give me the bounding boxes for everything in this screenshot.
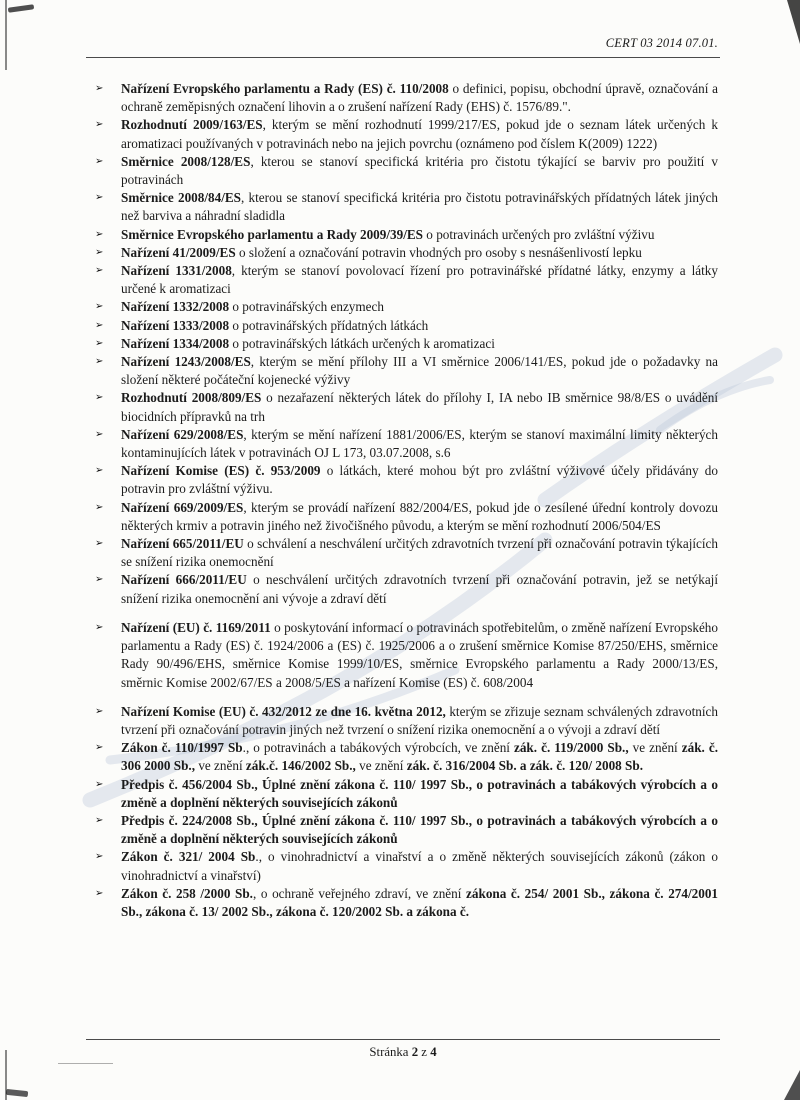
text-segment: Rozhodnutí 2009/163/ES	[121, 117, 263, 133]
bullet-arrow-icon: ➢	[95, 428, 104, 440]
scan-artifact-footer-line	[58, 1063, 113, 1064]
text-segment: Nařízení Evropského parlamentu a Rady (ES) č. 110/2008	[121, 81, 449, 96]
text-segment: Nařízení Komise (ES) č. 953/2009	[121, 463, 321, 479]
list-item	[88, 244, 718, 262]
text-segment: Nařízení 665/2011/EU	[121, 536, 244, 552]
list-item-text	[121, 245, 642, 260]
bullet-arrow-icon: ➢	[95, 501, 104, 513]
bullet-arrow-icon: ➢	[95, 119, 104, 131]
list-item-text	[121, 536, 718, 569]
list-item-text	[121, 849, 718, 882]
list-item-text	[121, 299, 384, 314]
bullet-arrow-icon: ➢	[95, 887, 104, 899]
list-item-text	[121, 263, 718, 296]
bullet-arrow-icon: ➢	[95, 228, 104, 240]
page-content	[88, 80, 718, 921]
regulation-list	[88, 80, 718, 921]
text-segment: ., o vinohradnictví a vinařství a o změně některých souvisejících zákonů (zákon o vinohradnictví a vinařství)	[121, 849, 719, 883]
text-segment: zák. č. 119/2000 Sb.,	[513, 740, 629, 756]
list-item-text	[121, 227, 654, 242]
text-segment: , kterým se provádí nařízení 882/2004/ES, pokud jde o zesílené úřední kontroly dovozu některých krmiv a potravin jiného než živočišného původu, a kterým se mění rozhodnutí 2006/504/ES	[121, 499, 718, 533]
text-segment: z	[418, 1045, 431, 1059]
text-segment: , kterým se mění rozhodnutí 1999/217/ES, pokud jde o seznam látek určených k aromatizaci používaných v potravinách nebo na jejich povrchu (oznámeno pod číslem K(2009) 1222)	[121, 117, 719, 151]
bullet-arrow-icon: ➢	[95, 246, 104, 258]
list-item	[88, 226, 718, 244]
list-item	[88, 335, 718, 353]
list-item	[88, 262, 718, 298]
bullet-arrow-icon: ➢	[95, 356, 104, 368]
footer-rule	[86, 1039, 720, 1040]
text-segment: Směrnice 2008/128/ES	[121, 153, 251, 169]
list-item	[88, 812, 718, 848]
list-item-text	[121, 777, 718, 810]
text-segment: zák.č. 146/2002 Sb.,	[245, 758, 356, 774]
scan-artifact-left-edge-bottom	[5, 1050, 7, 1100]
text-segment: Nařízení 1334/2008	[121, 335, 230, 351]
bullet-arrow-icon: ➢	[95, 83, 104, 94]
text-segment: Stránka	[369, 1045, 412, 1059]
text-segment: zák. č. 306 2000 Sb.,	[121, 740, 719, 774]
bullet-arrow-icon: ➢	[95, 814, 104, 826]
list-item-text	[121, 390, 718, 423]
text-segment: Nařízení 1333/2008	[121, 317, 230, 333]
header-doc-code: CERT 03 2014 07.01.	[605, 36, 718, 50]
list-item	[88, 571, 718, 607]
text-segment: o potravinářských enzymech	[229, 299, 384, 315]
text-segment: Směrnice Evropského parlamentu a Rady 2009/39/ES	[121, 226, 423, 242]
text-segment: o nezařazení některých látek do přílohy I, IA nebo IB směrnice 98/8/ES o uvádění biocidních přípravků na trh	[121, 390, 718, 424]
text-segment: Nařízení 1331/2008	[121, 263, 232, 279]
list-item-text	[121, 463, 718, 496]
bullet-arrow-icon: ➢	[95, 778, 104, 790]
bullet-arrow-icon: ➢	[95, 538, 104, 550]
list-item-text	[121, 354, 718, 387]
list-item-text	[121, 704, 718, 737]
page-number	[86, 1045, 720, 1060]
list-item-text	[121, 81, 718, 114]
list-item	[88, 317, 718, 335]
list-item	[88, 619, 718, 692]
text-segment: 2	[411, 1045, 419, 1059]
list-item	[88, 848, 718, 884]
header-rule	[86, 57, 720, 58]
list-item-text	[121, 740, 718, 773]
list-item	[88, 153, 718, 189]
text-segment: o složení a označování potravin vhodných pro osoby s nesnášenlivostí lepku	[235, 244, 642, 260]
text-segment: Směrnice 2008/84/ES	[121, 190, 241, 206]
text-segment: ., o potravinách a tabákových výrobcích, ve znění	[242, 740, 514, 756]
text-segment: Zákon č. 321/ 2004 Sb	[121, 849, 256, 865]
text-segment: o poskytování informací o potravinách spotřebitelům, o změně nařízení Evropského parlamentu a Rady (ES) č. 1924/2006 a (ES) č. 1925/2006 a o zrušení směrnice Komise 87/250/EHS, směrnice Rady 90/496/EHS, směrnice Komise 1999/10/ES, směrnice Evropského parlamentu a Rady 2000/13/ES, směrnic Komise 2002/67/ES a 2008/5/ES a nařízení Komise (ES) č. 608/2004	[121, 619, 718, 690]
text-segment: ve znění	[355, 758, 407, 774]
list-item-text	[121, 886, 718, 919]
list-item	[88, 353, 718, 389]
list-item	[88, 776, 718, 812]
text-segment: 4	[430, 1045, 437, 1059]
text-segment: ve znění	[628, 740, 682, 756]
bullet-arrow-icon: ➢	[95, 742, 104, 754]
list-item-text	[121, 500, 718, 533]
list-item	[88, 426, 718, 462]
text-segment: Nařízení 629/2008/ES	[121, 426, 244, 442]
bullet-arrow-icon: ➢	[95, 337, 104, 349]
bullet-arrow-icon: ➢	[95, 155, 104, 167]
text-segment: Nařízení 666/2011/EU	[121, 572, 247, 588]
text-segment: , kterým se mění přílohy III a VI směrnice 2006/141/ES, pokud jde o požadavky na složení některé počáteční kojenecké výživy	[121, 354, 718, 388]
list-item-text	[121, 427, 718, 460]
text-segment: zák. č. 316/2004 Sb. a zák. č. 120/ 2008 Sb.	[406, 758, 644, 774]
bullet-arrow-icon: ➢	[95, 574, 104, 586]
bullet-arrow-icon: ➢	[95, 851, 104, 863]
list-item	[88, 885, 718, 921]
list-item	[88, 389, 718, 425]
list-item	[88, 462, 718, 498]
text-segment: Rozhodnutí 2008/809/ES	[121, 390, 262, 406]
list-item	[88, 499, 718, 535]
list-item	[88, 535, 718, 571]
text-segment: Nařízení 669/2009/ES	[121, 499, 244, 515]
list-item-text	[121, 813, 718, 846]
text-segment: , kterou se stanoví specifická kritéria pro čistotu potravinářských přídatných látek jiných než barviva a náhradní sladidla	[121, 190, 718, 224]
scan-artifact-top-left	[8, 4, 34, 13]
bullet-arrow-icon: ➢	[95, 265, 104, 277]
list-item	[88, 116, 718, 152]
text-segment: , kterým se stanoví povolovací řízení pro potravinářské přídatné látky, enzymy a látky určené k aromatizaci	[121, 263, 718, 297]
bullet-arrow-icon: ➢	[95, 705, 104, 717]
bullet-arrow-icon: ➢	[95, 319, 104, 331]
list-item-text	[121, 190, 718, 223]
text-segment: Předpis č. 456/2004 Sb., Úplné znění zákona č. 110/ 1997 Sb., o potravinách a tabákových výrobcích a o změně a doplnění některých souvisejících zákonů	[121, 776, 718, 810]
text-segment: Nařízení Komise (EU) č. 432/2012 ze dne 16. května 2012,	[121, 703, 446, 719]
text-segment: o látkách, které mohou být pro zvláštní výživové účely přidávány do potravin pro zvláštní výživu.	[121, 463, 718, 497]
text-segment: Zákon č. 258 /2000 Sb.	[121, 885, 253, 901]
scan-artifact-left-edge-top	[5, 0, 7, 70]
scan-artifact-bottom-right	[784, 1070, 800, 1100]
text-segment: Zákon č. 110/1997 Sb	[121, 740, 243, 756]
bullet-arrow-icon: ➢	[95, 392, 104, 404]
scan-artifact-bottom-left	[6, 1089, 29, 1097]
list-item-text	[121, 572, 718, 605]
list-item	[88, 80, 718, 116]
list-item-text	[121, 117, 718, 150]
list-item-text	[121, 620, 718, 690]
list-item	[88, 703, 718, 739]
text-segment: kterým se zřizuje seznam schválených zdravotních tvrzení při označování potravin jiných než tvrzení o snížení rizika onemocnění a o vývoji a zdraví dětí	[121, 703, 718, 737]
text-segment: Nařízení (EU) č. 1169/2011	[121, 619, 271, 635]
text-segment: , kterým se mění nařízení 1881/2006/ES, kterým se stanoví maximální limity některých kontaminujících látek v potravinách OJ L 173, 03.07.2008, s.6	[121, 426, 718, 461]
text-segment: ve znění	[195, 758, 246, 774]
text-segment: Předpis č. 224/2008 Sb., Úplné znění zákona č. 110/ 1997 Sb., o potravinách a tabákových výrobcích a o změně a doplnění některých souvisejících zákonů	[121, 812, 718, 847]
text-segment: o neschválení určitých zdravotních tvrzení při označování potravin, jež se netýkají snížení rizika onemocnění ani vývoje a zdraví dětí	[121, 572, 719, 606]
text-segment: , o ochraně veřejného zdraví, ve znění	[252, 885, 467, 901]
list-item-text	[121, 336, 495, 351]
text-segment: , kterou se stanoví specifická kritéria pro čistotu týkající se barviv pro použití v potravinách	[121, 153, 718, 188]
list-item	[88, 298, 718, 316]
text-segment: Nařízení 41/2009/ES	[121, 244, 236, 260]
text-segment: o potravinářských látkách určených k aromatizaci	[229, 335, 495, 351]
scan-artifact-top-right	[787, 0, 800, 44]
list-item	[88, 189, 718, 225]
text-segment: o schválení a neschválení určitých zdravotních tvrzení při označování potravin týkajících se snížení rizika onemocnění	[121, 536, 718, 570]
text-segment: o potravinářských přídatných látkách	[229, 317, 429, 333]
text-segment: zákona č. 254/ 2001 Sb., zákona č. 274/2001 Sb., zákona č. 13/ 2002 Sb., zákona č. 120/2002 Sb. a zákona č.	[121, 885, 719, 919]
list-item-text	[121, 318, 428, 333]
bullet-arrow-icon: ➢	[95, 301, 104, 313]
text-segment: o definici, popisu, obchodní úpravě, označování a ochraně zeměpisných označení lihovin a o zrušení nařízení Rady (EHS) č. 1576/89.".	[121, 81, 718, 115]
list-item	[88, 739, 718, 775]
bullet-arrow-icon: ➢	[95, 621, 104, 633]
text-segment: Nařízení 1332/2008	[121, 299, 230, 315]
list-item-text	[121, 154, 718, 187]
text-segment: o potravinách určených pro zvláštní výživu	[423, 226, 655, 242]
bullet-arrow-icon: ➢	[95, 192, 104, 204]
bullet-arrow-icon: ➢	[95, 465, 104, 477]
text-segment: Nařízení 1243/2008/ES	[121, 354, 251, 370]
